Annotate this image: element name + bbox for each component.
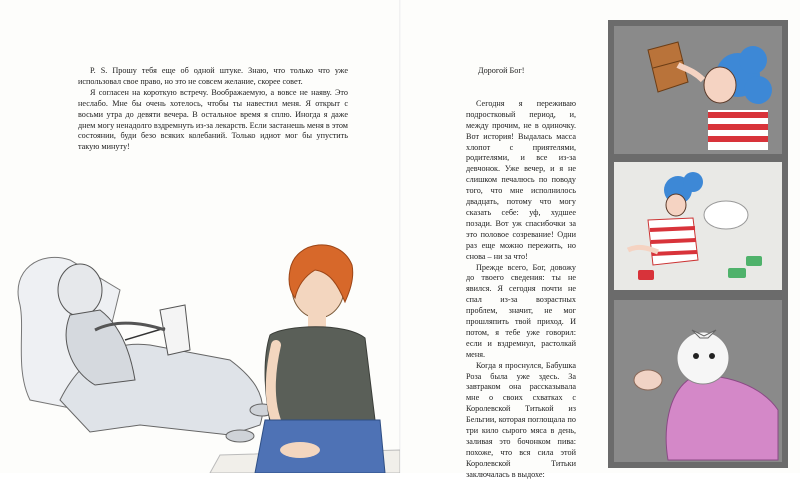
comic-strip	[608, 20, 788, 468]
comic-panel-1	[614, 26, 782, 154]
right-paragraph-3: Когда я проснулся, Бабушка Роза была уже здесь. За завтраком она рассказывала мне о своих схватках с Королевской Титькой из Бельгии, которая поглощала по три кило сырого мяса в день, заливая это бочонком пива: похоже, что вся сила этой Королевской Титьки заключалась в выдохе:	[466, 360, 576, 479]
comic-panel-2	[614, 162, 782, 290]
comic-panel-3	[614, 300, 782, 462]
right-paragraph-2: Прежде всего, Бог, довожу до твоего сведения: ты не явился. Я сегодня почти не спал из-за возрастных проблем, значит, не мог прошляпить твой приход. И потом, я тебе уже говорил: если и вздремнул, растолкай меня.	[466, 262, 576, 359]
left-page-text	[78, 66, 348, 153]
left-paragraph-2: Я согласен на короткую встречу. Воображаемую, а вовсе не наяву. Это неслабо. Мне бы очень хотелось, чтобы ты навестил меня. Я открыт с восьми утра до девяти вечера. В остальное время я сплю. Иногда я даже днем могу ненадолго вздремнуть из-за лекарств. Если застанешь меня в этом состоянии, буди безо всяких колебаний. Только идиот мог бы упустить такую минуту!	[78, 87, 348, 152]
letter-salutation: Дорогой Бог!	[478, 66, 525, 75]
hospital-bed-illustration	[0, 210, 400, 473]
right-paragraph-1: Сегодня я переживаю подростковый период, и, между прочим, не в одиночку. Вот история! Выдалась масса хлопот с приятелями, родителями, и все из-за девчонок. Уже вечер, и я не слишком печалюсь по поводу того, что мне исполнилось двадцать, потому что могу сказать себе: уф, худшее позади. Вот уж спасибочки за это половое созревание! Одни раз еще можно пережить, но снова – ни за что!	[466, 98, 576, 261]
right-page-text	[466, 66, 576, 481]
left-paragraph-1: P. S. Прошу тебя еще об одной штуке. Знаю, что только что уже использовал свое право, но это не совсем желание, скорее совет.	[78, 66, 348, 86]
